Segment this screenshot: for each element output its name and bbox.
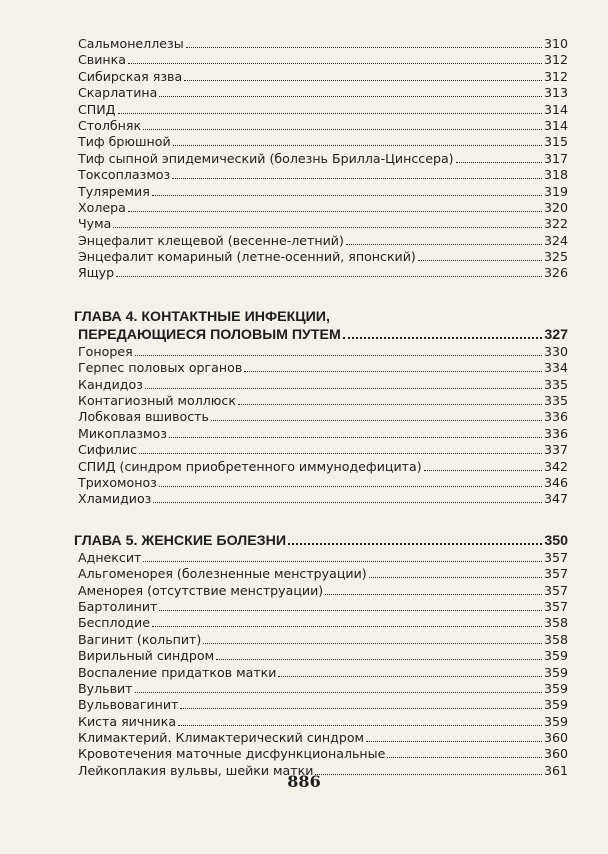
toc-entry: [78, 233, 568, 249]
entry-page: 314: [543, 117, 568, 133]
dot-leader: [184, 70, 542, 81]
toc-entry: [78, 216, 568, 232]
entry-page: 324: [543, 232, 568, 248]
toc-entry: [78, 118, 568, 134]
dot-leader: [387, 747, 542, 758]
dot-leader: [143, 119, 542, 130]
entry-page: 342: [543, 458, 568, 474]
entry-title: Туляремия: [78, 183, 150, 199]
toc-entry: [78, 665, 568, 681]
dot-leader: [152, 185, 542, 196]
dot-leader: [325, 584, 542, 595]
entry-page: 322: [543, 216, 568, 232]
entry-title: Герпес половых органов: [78, 360, 243, 376]
toc-entry: [78, 151, 568, 167]
toc-entry: [78, 442, 568, 458]
entry-title: Сальмонеллезы: [78, 36, 184, 51]
dot-leader: [143, 551, 542, 562]
toc-entry: [78, 746, 568, 762]
entry-page: 313: [543, 85, 568, 101]
entry-title: Столбняк: [78, 117, 142, 133]
entry-title: Аменорея (отсутствие менструации): [78, 582, 324, 598]
entry-title: Сифилис: [78, 442, 138, 458]
toc-entry: [78, 184, 568, 200]
chapter-title: ГЛАВА 5. ЖЕНСКИЕ БОЛЕЗНИ: [74, 532, 287, 549]
entry-title: Свинка: [78, 52, 126, 68]
entry-title: СПИД: [78, 101, 116, 117]
toc-entry: [78, 344, 568, 360]
entry-title: Аднексит: [78, 549, 142, 565]
entry-page: 312: [543, 52, 568, 68]
dot-leader: [418, 250, 542, 261]
entry-page: 317: [543, 150, 568, 166]
entry-page: 358: [543, 631, 568, 647]
entry-page: 359: [543, 664, 568, 680]
dot-leader: [128, 53, 542, 64]
entry-title: Сибирская язва: [78, 68, 183, 84]
entry-title: Климактерий. Климактерический синдром: [78, 730, 365, 746]
dot-leader: [172, 168, 542, 179]
page-number: 886: [287, 772, 321, 791]
dot-leader: [203, 633, 542, 644]
entry-page: 359: [543, 648, 568, 664]
dot-leader: [139, 443, 542, 454]
entry-page: 319: [543, 183, 568, 199]
toc-entry: [78, 714, 568, 730]
entry-page: 335: [543, 376, 568, 392]
entry-page: 335: [543, 393, 568, 409]
toc-entry: [78, 632, 568, 648]
entry-title: Вульвит: [78, 680, 133, 696]
toc-entry: [78, 102, 568, 118]
entry-title: Чума: [78, 216, 112, 232]
toc-entry: [78, 36, 568, 52]
toc-entries: [78, 344, 568, 508]
entry-page: 358: [543, 615, 568, 631]
dot-leader: [343, 326, 543, 339]
section-gap: [74, 282, 568, 308]
table-of-contents: [74, 36, 568, 779]
entry-page: 334: [543, 360, 568, 376]
entry-page: 310: [543, 36, 568, 51]
dot-leader: [145, 378, 542, 389]
dot-leader: [159, 86, 542, 97]
dot-leader: [346, 234, 542, 245]
entry-page: 312: [543, 68, 568, 84]
entry-title: Тиф брюшной: [78, 134, 171, 150]
toc-entry: [78, 393, 568, 409]
toc-entry: [78, 200, 568, 216]
dot-leader: [366, 731, 542, 742]
toc-entries: [78, 550, 568, 779]
toc-entry: [78, 566, 568, 582]
entry-title: Вирильный синдром: [78, 648, 215, 664]
entry-page: 315: [543, 134, 568, 150]
entry-title: Тиф сыпной эпидемический (болезнь Брилла-Цинссера): [78, 150, 454, 166]
entry-title: Энцефалит комариный (летне-осенний, японский): [78, 249, 416, 265]
dot-leader: [173, 135, 542, 146]
toc-entry: [78, 249, 568, 265]
dot-leader: [118, 103, 542, 114]
entry-page: 359: [543, 713, 568, 729]
toc-entry: [78, 615, 568, 631]
entry-page: 326: [543, 265, 568, 281]
toc-entry: [78, 52, 568, 68]
entry-page: 357: [543, 549, 568, 565]
dot-leader: [153, 492, 542, 503]
chapter-heading-line: [74, 308, 568, 326]
entry-page: 325: [543, 249, 568, 265]
entry-title: Энцефалит клещевой (весенне-летний): [78, 232, 344, 248]
toc-entry: [78, 730, 568, 746]
dot-leader: [113, 217, 542, 228]
chapter-heading-line: [74, 532, 568, 550]
toc-entry: [78, 167, 568, 183]
entry-page: 336: [543, 409, 568, 425]
toc-entry: [78, 491, 568, 507]
entry-page: 357: [543, 598, 568, 614]
entry-title: Скарлатина: [78, 85, 158, 101]
entry-title: Бартолинит: [78, 598, 158, 614]
toc-entry: [78, 69, 568, 85]
entry-page: 330: [543, 343, 568, 359]
entry-page: 359: [543, 697, 568, 713]
entry-title: Лейкоплакия вульвы, шейки матки: [78, 762, 314, 778]
toc-entry: [78, 599, 568, 615]
entry-title: Контагиозный моллюск: [78, 393, 236, 409]
entry-title: Вульвовагинит: [78, 697, 179, 713]
toc-entry: [78, 459, 568, 475]
toc-entries: [78, 36, 568, 282]
toc-entry: [78, 583, 568, 599]
toc-entry: [78, 377, 568, 393]
entry-page: 359: [543, 680, 568, 696]
section-gap: [74, 508, 568, 532]
dot-leader: [211, 410, 542, 421]
dot-leader: [456, 152, 542, 163]
entry-title: Трихомоноз: [78, 474, 157, 490]
entry-title: Вагинит (кольпит): [78, 631, 202, 647]
dot-leader: [216, 649, 542, 660]
toc-entry: [78, 409, 568, 425]
entry-page: 347: [543, 491, 568, 507]
dot-leader: [178, 715, 542, 726]
entry-title: Альгоменорея (болезненные менструации): [78, 566, 367, 582]
dot-leader: [159, 600, 542, 611]
entry-title: Кровотечения маточные дисфункциональные: [78, 746, 386, 762]
entry-page: 357: [543, 582, 568, 598]
toc-entry: [78, 648, 568, 664]
entry-title: Лобковая вшивость: [78, 409, 209, 425]
entry-title: Кандидоз: [78, 376, 143, 392]
entry-title: Токсоплазмоз: [78, 167, 171, 183]
dot-leader: [159, 476, 542, 487]
entry-page: 336: [543, 425, 568, 441]
dot-leader: [180, 698, 542, 709]
dot-leader: [369, 567, 542, 578]
entry-title: Микоплазмоз: [78, 425, 167, 441]
dot-leader: [135, 345, 542, 356]
dot-leader: [278, 666, 542, 677]
dot-leader: [186, 37, 542, 48]
entry-title: Воспаление придатков матки: [78, 664, 277, 680]
dot-leader: [424, 460, 542, 471]
entry-page: 314: [543, 101, 568, 117]
toc-entry: [78, 550, 568, 566]
chapter-page: 350: [544, 532, 568, 549]
entry-page: 320: [543, 199, 568, 215]
chapter-page: 327: [544, 326, 568, 343]
entry-title: Гонорея: [78, 343, 133, 359]
dot-leader: [244, 361, 542, 372]
toc-entry: [78, 475, 568, 491]
entry-title: Хламидиоз: [78, 491, 152, 507]
toc-entry: [78, 681, 568, 697]
toc-entry: [78, 85, 568, 101]
entry-page: 361: [543, 762, 568, 778]
entry-title: Киста яичника: [78, 713, 177, 729]
chapter-title-continuation: ПЕРЕДАЮЩИЕСЯ ПОЛОВЫМ ПУТЕМ: [78, 326, 341, 343]
dot-leader: [128, 201, 542, 212]
toc-entry: [78, 360, 568, 376]
dot-leader: [169, 427, 542, 438]
chapter-title: ГЛАВА 4. КОНТАКТНЫЕ ИНФЕКЦИИ,: [74, 308, 330, 325]
entry-title: Бесплодие: [78, 615, 150, 631]
dot-leader: [135, 682, 542, 693]
dot-leader: [238, 394, 542, 405]
entry-title: СПИД (синдром приобретенного иммунодефицита): [78, 458, 422, 474]
entry-title: Ящур: [78, 265, 115, 281]
dot-leader: [116, 266, 542, 277]
toc-entry: [78, 697, 568, 713]
entry-page: 357: [543, 566, 568, 582]
toc-entry: [78, 426, 568, 442]
entry-page: 360: [543, 746, 568, 762]
entry-page: 346: [543, 474, 568, 490]
entry-page: 337: [543, 442, 568, 458]
chapter-heading-line: [74, 326, 568, 344]
dot-leader: [152, 616, 542, 627]
entry-title: Холера: [78, 199, 126, 215]
dot-leader: [288, 532, 542, 545]
toc-entry: [78, 134, 568, 150]
toc-entry: [78, 265, 568, 281]
entry-page: 360: [543, 730, 568, 746]
entry-page: 318: [543, 167, 568, 183]
